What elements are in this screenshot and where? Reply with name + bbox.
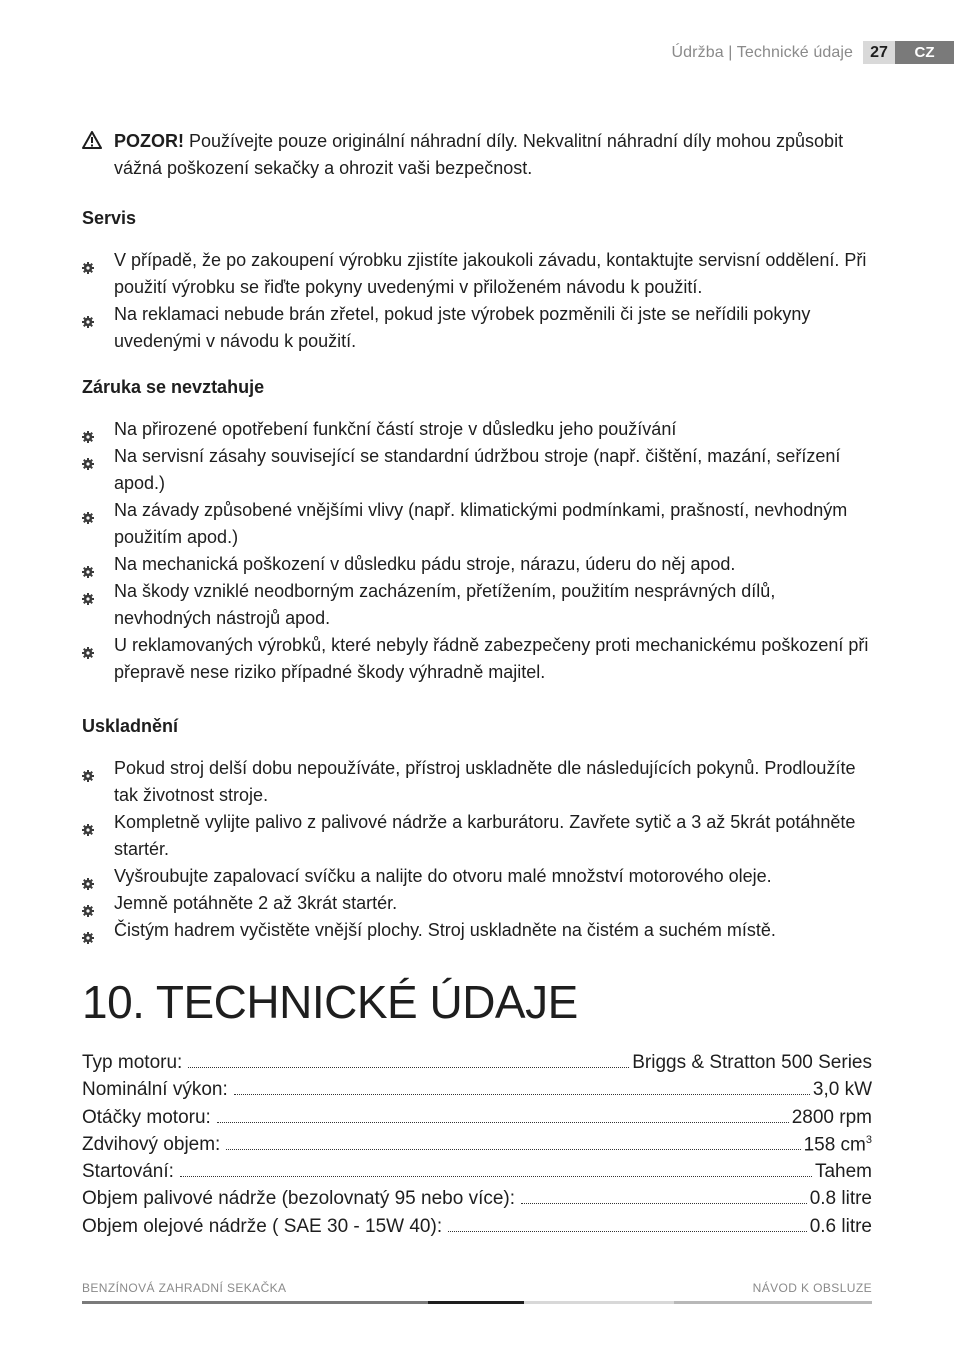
- gear-bullet-icon: [82, 451, 94, 463]
- spec-value: [815, 1161, 872, 1183]
- header-section-title: Údržba | Technické údaje: [671, 43, 853, 61]
- footer-manual-label: NÁVOD K OBSLUZE: [752, 1281, 872, 1295]
- section-title-uskladneni: Uskladnění: [82, 716, 179, 736]
- gear-bullet-icon: [82, 871, 94, 883]
- gear-bullet-icon: [82, 559, 94, 571]
- gear-bullet-icon: [82, 817, 94, 829]
- spec-value: [810, 1188, 872, 1210]
- spec-row: [82, 1079, 872, 1106]
- gear-bullet-icon: [82, 255, 94, 267]
- list-item-text: V případě, že po zakoupení výrobku zjistíte jakoukoli závadu, kontaktujte servisní oddělení. Při použití výrobku se řiďte pokyny uvedenými v přiloženém návodu k použití.: [114, 250, 867, 297]
- footer-bar-segment: [524, 1301, 674, 1304]
- spec-value: [813, 1079, 872, 1101]
- spec-row: [82, 1216, 872, 1243]
- spec-value-text: 0.8 litre: [809, 1188, 872, 1210]
- footer-bar-segment: [82, 1301, 428, 1304]
- list-item-text: Vyšroubujte zapalovací svíčku a nalijte do otvoru malé množství motorového oleje.: [114, 866, 772, 886]
- footer-bar-segment: [674, 1301, 872, 1304]
- list-item-text: Na závady způsobené vnějšími vlivy (např. klimatickými podmínkami, prašností, nevhodným použitím apod.): [114, 500, 848, 547]
- list-item: [82, 755, 872, 809]
- language-badge: CZ: [895, 41, 954, 64]
- list-item-text: Na přirozené opotřebení funkční částí stroje v důsledku jeho používání: [114, 419, 677, 439]
- gear-bullet-icon: [82, 505, 94, 517]
- warning-label: POZOR!: [114, 131, 184, 151]
- footer-bar-segment: [428, 1301, 524, 1304]
- warning-notice: [82, 128, 872, 182]
- gear-bullet-icon: [82, 424, 94, 436]
- list-item-text: Kompletně vylijte palivo z palivové nádrže a karburátoru. Zavřete sytič a 3 až 5krát potáhněte startér.: [114, 812, 856, 859]
- gear-bullet-icon: [82, 925, 94, 937]
- spec-value: [804, 1134, 872, 1156]
- spec-value: [632, 1052, 872, 1074]
- list-item: [82, 917, 872, 944]
- gear-bullet-icon: [82, 586, 94, 598]
- uskladneni-list: [82, 755, 872, 944]
- spec-value-text: Tahem: [814, 1161, 872, 1183]
- dot-leader: [226, 1148, 800, 1150]
- list-item: [82, 416, 872, 443]
- spec-row: [82, 1188, 872, 1215]
- spec-label: Nominální výkon:: [82, 1079, 228, 1101]
- spec-label: Objem palivové nádrže (bezolovnatý 95 nebo více):: [82, 1188, 516, 1210]
- spec-value-text: 0.6 litre: [809, 1215, 872, 1237]
- spec-value-superscript: 3: [865, 1133, 872, 1146]
- gear-bullet-icon: [82, 898, 94, 910]
- spec-row: [82, 1107, 872, 1134]
- dot-leader: [180, 1175, 812, 1177]
- dot-leader: [448, 1230, 807, 1232]
- list-item: [82, 443, 872, 497]
- footer-bar: [82, 1301, 872, 1305]
- page-header: [672, 41, 954, 64]
- section-title-zaruka: Záruka se nevztahuje: [82, 377, 265, 397]
- list-item: [82, 578, 872, 632]
- spec-row: [82, 1052, 872, 1079]
- page-number: 27: [863, 41, 895, 64]
- dot-leader: [521, 1202, 807, 1204]
- list-item-text: Pokud stroj delší dobu nepoužíváte, přístroj uskladněte dle následujících pokynů. Prodloužíte tak životnost stroje.: [114, 758, 856, 805]
- spec-row: [82, 1134, 872, 1161]
- list-item: [82, 247, 872, 301]
- list-item-text: Čistým hadrem vyčistěte vnější plochy. Stroj uskladněte na čistém a suchém místě.: [114, 920, 776, 940]
- dot-leader: [234, 1093, 810, 1095]
- list-item: [82, 809, 872, 863]
- dot-leader: [188, 1066, 629, 1068]
- servis-list: [82, 247, 872, 355]
- section-title-servis: Servis: [82, 208, 137, 228]
- list-item: [82, 863, 872, 890]
- list-item: [82, 632, 872, 686]
- spec-value-text: 2800 rpm: [791, 1106, 872, 1128]
- list-item: [82, 301, 872, 355]
- spec-label: Zdvihový objem:: [82, 1134, 221, 1156]
- list-item-text: Na škody vzniklé neodborným zacházením, přetížením, použitím nesprávných dílů, nevhodných nástrojů apod.: [114, 581, 776, 628]
- gear-bullet-icon: [82, 309, 94, 321]
- spec-label: Startování:: [82, 1161, 174, 1183]
- gear-bullet-icon: [82, 640, 94, 652]
- list-item-text: U reklamovaných výrobků, které nebyly řádně zabezpečeny proti mechanickému poškození při přepravě nese riziko případné škody výhradně majitel.: [114, 635, 869, 682]
- spec-value: [792, 1107, 872, 1129]
- warning-triangle-icon: [82, 131, 102, 149]
- footer-product-name: BENZÍNOVÁ ZAHRADNÍ SEKAČKA: [82, 1281, 287, 1295]
- spec-label: Otáčky motoru:: [82, 1106, 211, 1128]
- list-item-text: Jemně potáhněte 2 až 3krát startér.: [114, 893, 398, 913]
- list-item-text: Na mechanická poškození v důsledku pádu stroje, nárazu, úderu do něj apod.: [114, 554, 736, 574]
- spec-value-text: 3,0 kW: [812, 1079, 872, 1101]
- spec-label: Objem olejové nádrže ( SAE 30 - 15W 40):: [82, 1215, 443, 1237]
- spec-table: [82, 1052, 872, 1243]
- spec-value: [810, 1216, 872, 1238]
- gear-bullet-icon: [82, 763, 94, 775]
- zaruka-list: [82, 416, 872, 686]
- spec-row: [82, 1161, 872, 1188]
- list-item: [82, 551, 872, 578]
- warning-text: Používejte pouze originální náhradní díly. Nekvalitní náhradní díly mohou způsobit vážná poškození sekačky a ohrozit vaši bezpečnost.: [114, 131, 844, 178]
- spec-value-text: Briggs & Stratton 500 Series: [632, 1052, 872, 1073]
- list-item: [82, 497, 872, 551]
- list-item: [82, 890, 872, 917]
- list-item-text: Na reklamaci nebude brán zřetel, pokud jste výrobek pozměnili či jste se neřídili pokyny uvedenými v návodu k použití.: [114, 304, 811, 351]
- dot-leader: [217, 1121, 789, 1123]
- chapter-title: 10. TECHNICKÉ ÚDAJE: [82, 976, 578, 1028]
- spec-value-text: 158 cm: [803, 1134, 866, 1156]
- list-item-text: Na servisní zásahy související se standardní údržbou stroje (např. čištění, mazání, seřízení apod.): [114, 446, 841, 493]
- spec-label: Typ motoru:: [82, 1052, 183, 1073]
